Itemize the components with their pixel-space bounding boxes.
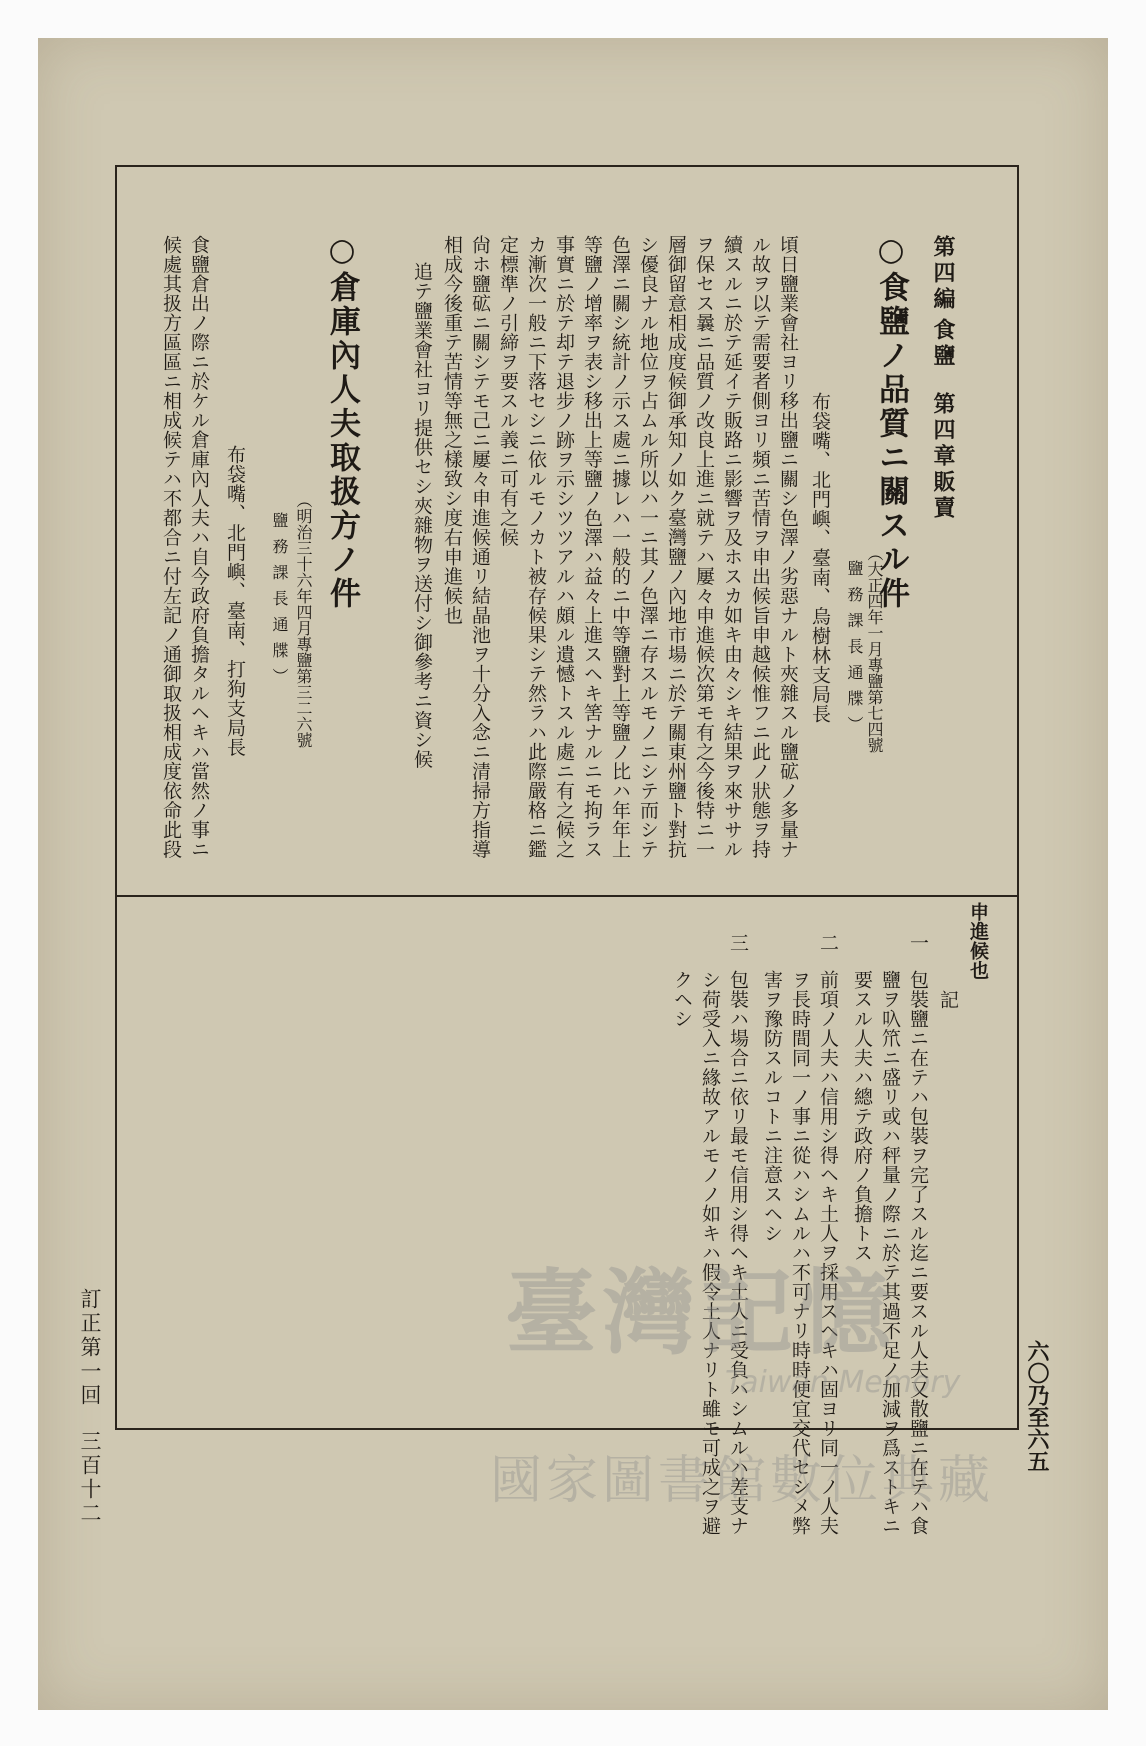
item-line: 鹽ヲ叺笊ニ盛リ或ハ秤量ノ際ニ於テ其過不足ノ加減ヲ爲ストキニ — [879, 970, 901, 1536]
item-line: ヲ長時間同一ノ事ニ從ハシムルハ不可ナリ時時便宜交代セシメ弊 — [789, 970, 811, 1536]
article1-body-line: ヲ保セス曩ニ品質ノ改良上進ニ就テハ屢々申進候次第モ有之今後特ニ一 — [693, 235, 715, 859]
page-number: 三百十二 — [78, 1430, 102, 1526]
article1-title: ○食鹽ノ品質ニ關スル件 — [873, 232, 909, 611]
watermark-library: 國家圖書館數位典藏 — [490, 1451, 995, 1511]
article1-body-line: 色澤ニ關シ統計ノ示ス處ニ據レハ一般的ニ中等鹽對上等鹽ノ比ハ年年上 — [609, 235, 631, 859]
item-line: シ荷受入ニ緣故アルモノノ如キハ假令土人ナリト雖モ可成之ヲ避 — [699, 970, 721, 1536]
header-section: 食鹽 — [930, 318, 956, 370]
article1-body-line: 頃日鹽業會社ヨリ移出鹽ニ關シ色澤ノ劣惡ナルト夾雜スル鹽砿ノ多量ナ — [777, 235, 799, 859]
watermark-brand: 臺灣記憶 — [505, 1260, 898, 1367]
article1-body-line: 尙ホ鹽砿ニ關シテモ己ニ屢々申進候通リ結晶池ヲ十分入念ニ清掃方指導 — [469, 235, 491, 859]
article1-ref-line1: （大正四年一月專鹽第七四號 — [865, 545, 884, 753]
article1-body-line: 事實ニ於テ却テ退步ノ跡ヲ示シツツアルハ頗ル遺憾トスル處ニ有之候之 — [553, 235, 575, 859]
page-range: 六〇乃至六五 — [1024, 1340, 1050, 1472]
article2-ref-line1: （明治三十六年四月專鹽第三二六號 — [294, 492, 313, 748]
article2-body-line: 食鹽倉出ノ際ニ於ケル倉庫內人夫ハ自今政府負擔タルヘキハ當然ノ事ニ — [188, 235, 210, 859]
article1-body-line: ル故ヲ以テ需要者側ヨリ頻ニ苦情ヲ申出候旨申越候惟フニ此ノ狀態ヲ持 — [749, 235, 771, 859]
frame-divider — [115, 895, 1019, 897]
ki-marker: 記 — [937, 990, 959, 1010]
closing-phrase: 申進候也 — [967, 902, 989, 980]
item-line: クヘシ — [671, 970, 693, 1029]
item-line: 要スル人夫ハ總テ政府ノ負擔トス — [851, 970, 873, 1263]
header-part: 第四編 — [930, 235, 956, 313]
watermark-brand-en: Taiwan Memory — [725, 1365, 961, 1400]
article1-body-line: 等鹽ノ增率ヲ表シ移出上等鹽ノ色澤ハ益々上進スヘキ筈ナルニモ拘ラス — [581, 235, 603, 859]
header-chapter: 第四章 — [930, 392, 956, 470]
item-number: 三 — [727, 933, 749, 953]
item-number: 二 — [817, 933, 839, 953]
item-line: 包裝ハ場合ニ依リ最モ信用シ得ヘキ土人ニ受負ハシムルハ差支ナ — [727, 970, 749, 1536]
article1-ref-line2: 鹽務課長通牒） — [845, 560, 864, 742]
article1-body-line: 相成今後重テ苦情等無之樣致シ度右申進候也 — [441, 235, 463, 625]
article1-body-line: シ優良ナル地位ヲ占ムル所以ハ一ニ其ノ色澤ニ存スルモノニシテ而シテ — [637, 235, 659, 859]
revision-note: 訂正第一回 — [78, 1288, 102, 1408]
article1-addressee: 布袋嘴、北門嶼、臺南、烏樹林支局長 — [809, 392, 831, 724]
article1-body-line: 定標準ノ引締ヲ要スル義ニ可有之候 — [497, 235, 519, 547]
item-line: 前項ノ人夫ハ信用シ得ヘキ土人ヲ採用スヘキハ固ヨリ同一ノ人夫 — [817, 970, 839, 1536]
article2-ref-line2: 鹽務課長通牒） — [270, 512, 289, 694]
item-line: 包裝鹽ニ在テハ包裝ヲ完了スル迄ニ要スル人夫又散鹽ニ在テハ食 — [907, 970, 929, 1536]
article2-addressee: 布袋嘴、北門嶼、臺南、打狗支局長 — [224, 445, 246, 757]
article1-body-line: 續スルニ於テ延イテ販路ニ影響ヲ及ホスカ如キ由々シキ結果ヲ來ササル — [721, 235, 743, 859]
article2-title: ○倉庫內人夫取扱方ノ件 — [324, 232, 360, 611]
article1-postscript: 追テ鹽業會社ヨリ提供セシ夾雜物ヲ送付シ御參考ニ資シ候 — [411, 262, 433, 769]
header-subject: 販賣 — [930, 470, 956, 522]
article2-body-line: 候處其扱方區區ニ相成候テハ不都合ニ付左記ノ通御取扱相成度依命此段 — [160, 235, 182, 859]
article1-body-line: 層御留意相成度候御承知ノ如ク臺灣鹽ノ內地市場ニ於テ關東州鹽ト對抗 — [665, 235, 687, 859]
item-number: 一 — [907, 933, 929, 953]
article1-body-line: カ漸次一般ニ下落セシニ依ルモノカト被存候果シテ然ラハ此際嚴格ニ鑑 — [525, 235, 547, 859]
item-line: 害ヲ豫防スルコトニ注意スヘシ — [761, 970, 783, 1243]
